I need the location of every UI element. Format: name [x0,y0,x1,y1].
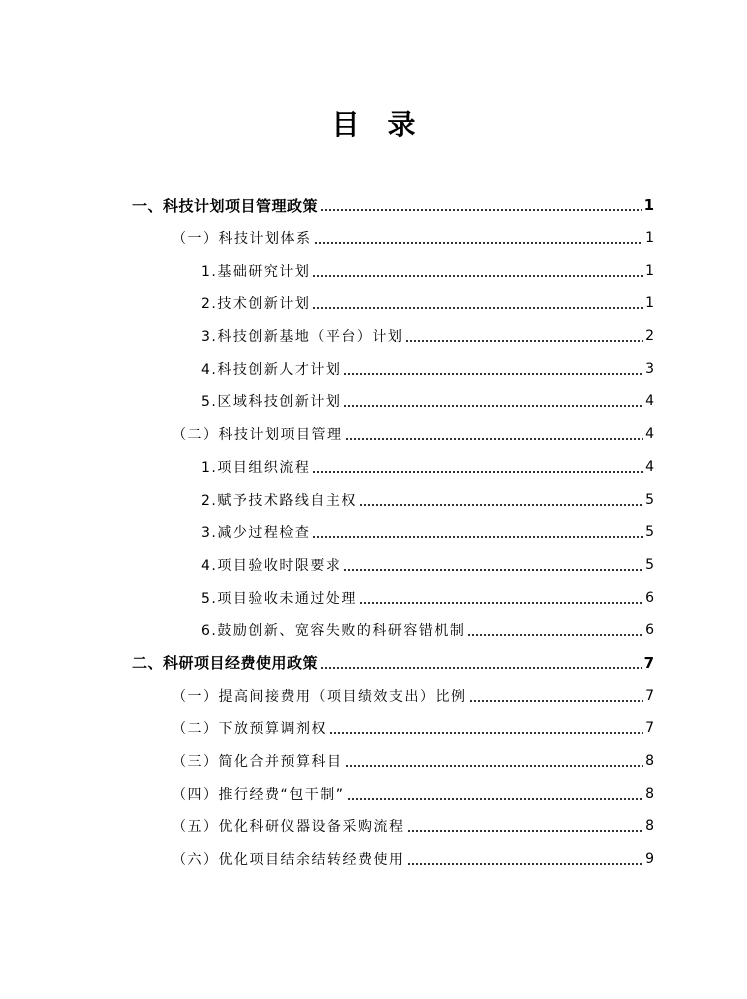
toc-entry-page-number: 8 [645,753,654,770]
toc-entry-label: 3.减少过程检查 [201,525,311,542]
toc-entry-page-number: 1 [645,262,654,279]
toc-entry-page-number: 5 [645,491,654,508]
toc-dot-leader [405,340,643,342]
toc-entry-label: 2.赋予技术路线自主权 [201,492,357,509]
toc-entry-label: （六）优化项目结余结转经费使用 [172,852,405,869]
page-title-char-2: 录 [387,108,416,141]
toc-entry-level-2[interactable] [0,712,747,745]
toc-entry-level-3[interactable] [0,483,747,516]
toc-entry-level-1[interactable] [0,647,747,680]
toc-entry-level-2[interactable] [0,679,747,712]
toc-entry-page-number: 1 [643,196,654,215]
toc-entry-page-number: 5 [645,524,654,541]
toc-entry-level-2[interactable] [0,810,747,843]
toc-entry-level-3[interactable] [0,352,747,385]
toc-dot-leader [312,307,643,309]
toc-entry-level-1[interactable] [0,189,747,222]
toc-entry-label: （一）科技计划体系 [172,231,312,248]
toc-entry-level-3[interactable] [0,581,747,614]
toc-entry-page-number: 9 [645,851,654,868]
toc-entry-label: 1.项目组织流程 [201,459,311,476]
toc-entry-page-number: 5 [645,556,654,573]
toc-dot-leader [312,275,643,277]
toc-dot-leader [343,569,643,571]
toc-dot-leader [312,536,643,538]
toc-entry-label: （二）科技计划项目管理 [172,427,343,444]
toc-entry-level-2[interactable] [0,745,747,778]
toc-entry-level-2[interactable] [0,418,747,451]
toc-entry-page-number: 4 [645,458,654,475]
toc-entry-page-number: 4 [645,426,654,443]
toc-dot-leader [343,373,643,375]
toc-entry-label: （五）优化科研仪器设备采购流程 [172,819,405,836]
toc-dot-leader [314,242,644,244]
toc-entry-level-3[interactable] [0,614,747,647]
toc-entry-page-number: 6 [645,622,654,639]
toc-dot-leader [407,830,644,832]
toc-entry-level-2[interactable] [0,843,747,876]
toc-entry-page-number: 7 [645,720,654,737]
toc-entry-label: 二、科研项目经费使用政策 [132,654,319,673]
toc-dot-leader [345,438,644,440]
toc-entry-page-number: 8 [645,785,654,802]
toc-entry-level-3[interactable] [0,451,747,484]
toc-entry-label: （四）推行经费“包干制” [172,786,345,803]
toc-dot-leader [320,209,642,211]
toc-entry-page-number: 2 [645,328,654,345]
toc-entry-page-number: 7 [645,687,654,704]
toc-entry-level-3[interactable] [0,385,747,418]
toc-entry-label: （一）提高间接费用（项目绩效支出）比例 [172,688,467,705]
toc-entry-level-3[interactable] [0,549,747,582]
toc-dot-leader [359,602,643,604]
toc-entry-level-3[interactable] [0,287,747,320]
toc-dot-leader [320,667,642,669]
toc-entry-page-number: 3 [645,360,654,377]
toc-dot-leader [469,700,644,702]
toc-entry-level-2[interactable] [0,777,747,810]
toc-entry-page-number: 1 [645,295,654,312]
toc-dot-leader [359,504,643,506]
toc-dot-leader [343,405,643,407]
toc-entry-label: 5.项目验收未通过处理 [201,590,357,607]
toc-entry-label: 2.技术创新计划 [201,296,311,313]
toc-entry-page-number: 4 [645,393,654,410]
toc-entry-label: 4.项目验收时限要求 [201,557,342,574]
table-of-contents [0,189,747,875]
toc-entry-level-3[interactable] [0,254,747,287]
toc-dot-leader [467,634,643,636]
page-title [0,100,747,150]
toc-entry-label: 4.科技创新人才计划 [201,361,342,378]
toc-entry-page-number: 6 [645,589,654,606]
toc-entry-level-2[interactable] [0,222,747,255]
toc-dot-leader [347,798,644,800]
toc-entry-page-number: 7 [643,653,654,672]
page-title-char-1: 目 [331,108,360,141]
toc-entry-label: 1.基础研究计划 [201,263,311,280]
toc-entry-label: （三）简化合并预算科目 [172,754,343,771]
toc-entry-label: 一、科技计划项目管理政策 [132,196,319,215]
toc-entry-page-number: 8 [645,818,654,835]
toc-dot-leader [329,732,643,734]
toc-entry-level-3[interactable] [0,320,747,353]
toc-dot-leader [312,471,643,473]
toc-entry-label: 6.鼓励创新、宽容失败的科研容错机制 [201,623,466,640]
toc-entry-level-3[interactable] [0,516,747,549]
toc-entry-label: 5.区域科技创新计划 [201,394,342,411]
toc-entry-label: （二）下放预算调剂权 [172,721,327,738]
toc-entry-page-number: 1 [645,230,654,247]
toc-entry-label: 3.科技创新基地（平台）计划 [201,329,404,346]
toc-dot-leader [345,765,644,767]
toc-dot-leader [407,863,644,865]
